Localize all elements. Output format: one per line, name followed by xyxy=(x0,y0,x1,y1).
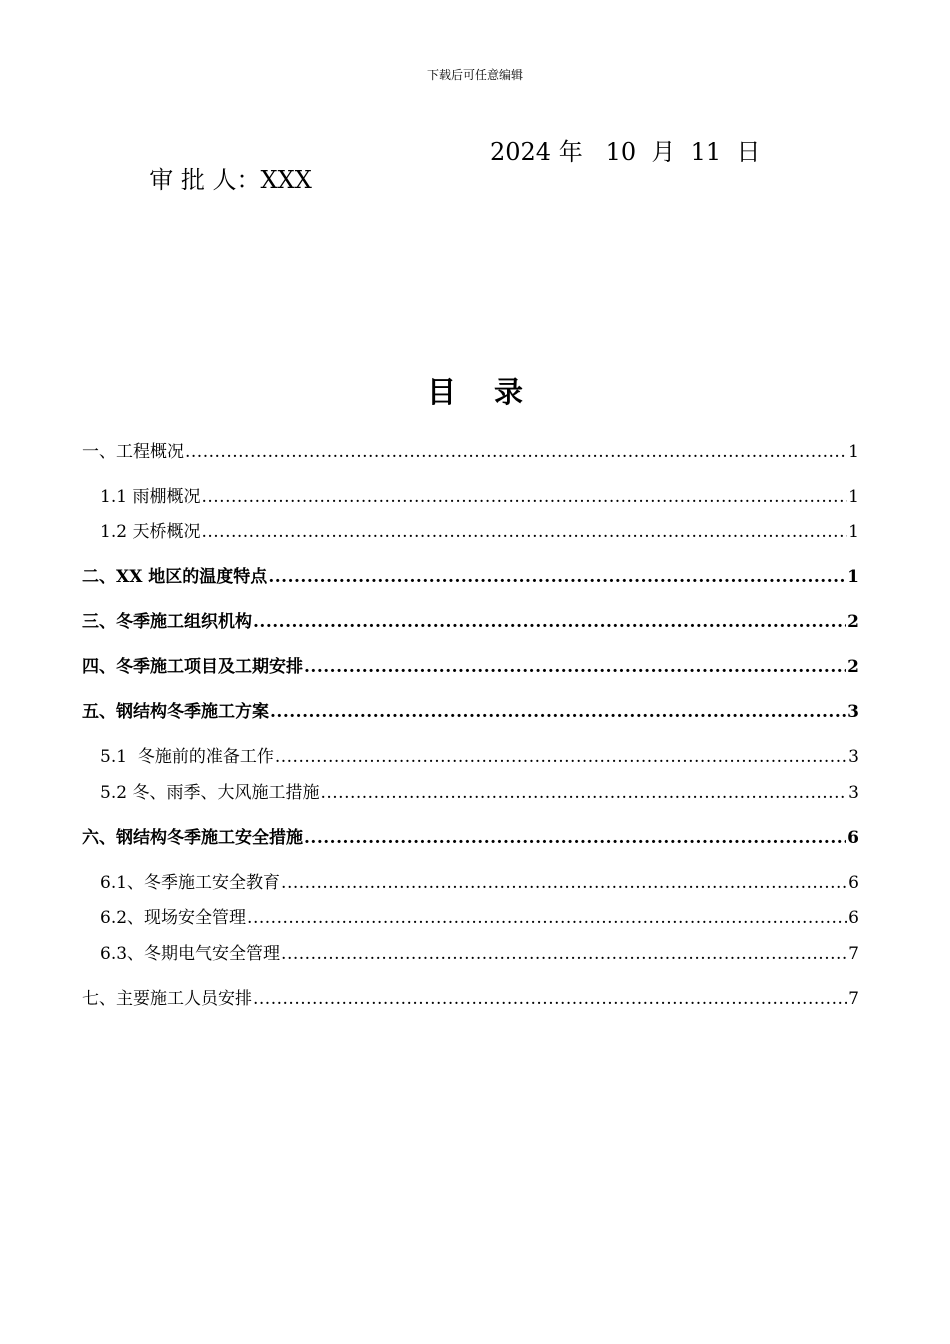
toc-leader xyxy=(320,782,847,804)
toc-entry-6-1[interactable] xyxy=(100,872,859,894)
toc-entry-label: 四、冬季施工项目及工期安排 xyxy=(82,657,303,677)
toc-leader xyxy=(201,521,847,543)
toc-entry-page: 3 xyxy=(848,747,859,767)
toc-entry-5-2[interactable] xyxy=(100,782,859,804)
toc-title: 目录 xyxy=(426,375,561,409)
toc-leader xyxy=(253,611,846,633)
toc-entry-page: 1 xyxy=(848,442,859,462)
toc-entry-label: 1.1 雨棚概况 xyxy=(100,487,201,507)
toc-entry-7[interactable] xyxy=(82,988,859,1010)
approver-label: 审 批 人：XXX xyxy=(149,166,312,194)
toc-entry-label: 六、钢结构冬季施工安全措施 xyxy=(82,828,303,848)
toc-entry-6[interactable] xyxy=(82,827,859,849)
toc-entry-page: 7 xyxy=(848,944,859,964)
toc-entry-label: 1.2 天桥概况 xyxy=(100,522,201,542)
toc-leader xyxy=(270,701,846,723)
toc-leader xyxy=(281,872,847,894)
toc-entry-4[interactable] xyxy=(82,656,859,678)
toc-entry-1[interactable] xyxy=(82,441,859,463)
toc-entry-page: 6 xyxy=(848,873,859,893)
toc-entry-6-3[interactable] xyxy=(100,943,859,965)
toc-entry-page: 3 xyxy=(847,702,859,722)
toc-entry-label: 6.2、现场安全管理 xyxy=(100,908,247,928)
toc-entry-6-2[interactable] xyxy=(100,907,859,929)
toc-leader xyxy=(304,827,846,849)
toc-entry-5-1[interactable] xyxy=(100,746,859,768)
toc-entry-1-1[interactable] xyxy=(100,486,859,508)
toc-leader xyxy=(253,988,847,1010)
toc-leader xyxy=(201,486,847,508)
toc-entry-page: 2 xyxy=(847,657,859,677)
header-note: 下载后可任意编辑 xyxy=(426,68,523,82)
toc-entry-3[interactable] xyxy=(82,611,859,633)
toc-entry-label: 一、工程概况 xyxy=(82,442,184,462)
toc-entry-5[interactable] xyxy=(82,701,859,723)
toc-leader xyxy=(304,656,846,678)
toc-entry-page: 2 xyxy=(847,612,859,632)
toc-entry-page: 7 xyxy=(848,989,859,1009)
toc-entry-label: 6.3、冬期电气安全管理 xyxy=(100,944,281,964)
toc-entry-label: 5.2 冬、雨季、大风施工措施 xyxy=(100,783,320,803)
toc-entry-page: 6 xyxy=(847,828,859,848)
toc-entry-page: 3 xyxy=(848,783,859,803)
toc-entry-2[interactable] xyxy=(82,566,859,588)
toc-entry-page: 1 xyxy=(848,487,859,507)
toc-leader xyxy=(185,441,847,463)
toc-entry-label: 三、冬季施工组织机构 xyxy=(82,612,252,632)
toc-entry-label: 五、钢结构冬季施工方案 xyxy=(82,702,269,722)
approver-line xyxy=(134,132,850,223)
toc-leader xyxy=(275,746,847,768)
toc-leader xyxy=(268,566,846,588)
toc-entry-label: 5.1 冬施前的准备工作 xyxy=(100,747,274,767)
toc-entry-1-2[interactable] xyxy=(100,521,859,543)
toc-entry-label: 6.1、冬季施工安全教育 xyxy=(100,873,281,893)
toc-entry-page: 1 xyxy=(848,522,859,542)
approval-date: 2024 年 10 月 11 日 xyxy=(490,138,761,166)
toc-leader xyxy=(247,907,847,929)
toc-leader xyxy=(281,943,847,965)
toc-entry-page: 6 xyxy=(848,908,859,928)
toc-entry-page: 1 xyxy=(847,567,859,587)
toc-entry-label: 七、主要施工人员安排 xyxy=(82,989,252,1009)
toc-entry-label: 二、XX 地区的温度特点 xyxy=(82,567,268,587)
